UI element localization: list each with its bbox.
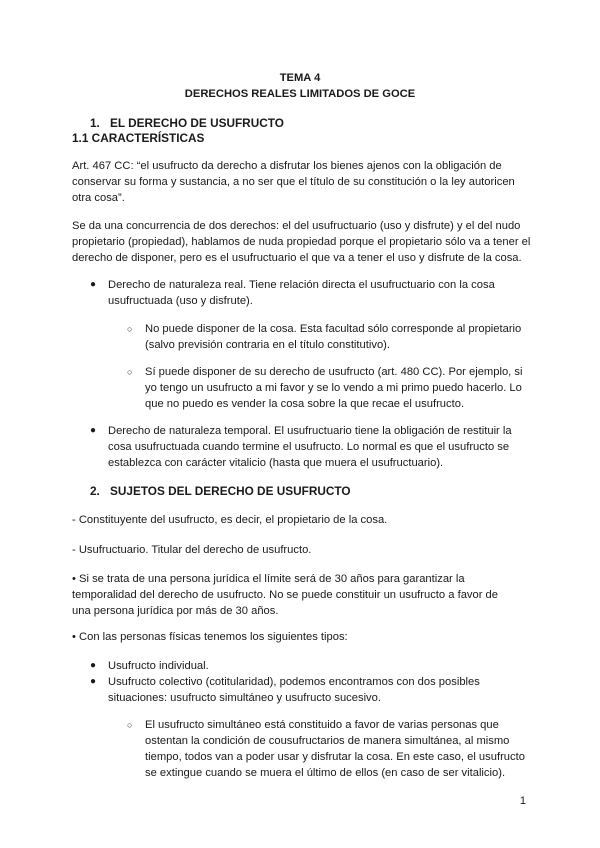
bullet-dot-icon: ● bbox=[90, 660, 97, 671]
bullet-line: usufructuada (uso y disfrute). bbox=[108, 295, 253, 307]
bullet-line: situaciones: usufructo simultáneo y usufructo sucesivo. bbox=[108, 692, 381, 704]
sub-bullet-line: se extingue cuando se muera el último de ellos (en caso de ser vitalicio). bbox=[145, 767, 506, 779]
bullet-dot-icon: ● bbox=[90, 279, 97, 290]
bullet-dot-icon: ● bbox=[90, 425, 97, 436]
bullet-line: Derecho de naturaleza temporal. El usufructuario tiene la obligación de restituir la bbox=[108, 425, 512, 437]
paragraph-line: Art. 467 CC: “el usufructo da derecho a disfrutar los bienes ajenos con la obligación de bbox=[72, 160, 502, 172]
paragraph-line: • Con las personas físicas tenemos los siguientes tipos: bbox=[72, 631, 348, 643]
section2-number: 2. bbox=[90, 484, 100, 498]
section1-subheading: 1.1 CARACTERÍSTICAS bbox=[72, 131, 205, 145]
section2-heading: SUJETOS DEL DERECHO DE USUFRUCTO bbox=[110, 484, 351, 498]
bullet-dot-icon: ● bbox=[90, 676, 97, 687]
sub-bullet-line: (salvo previsión contraria en el título constitutivo). bbox=[145, 339, 390, 351]
sub-bullet-line: tiempo, todos van a poder usar y disfrutar la cosa. En este caso, el usufructo bbox=[145, 751, 525, 763]
paragraph-line: derecho de disponer, pero es el usufructuario el que va a tener el uso y disfrute de la cosa. bbox=[72, 252, 522, 264]
sub-bullet-line: yo tengo un usufructo a mi favor y se lo vendo a mi primo puedo hacerlo. Lo bbox=[145, 382, 522, 394]
sub-bullet-line: Sí puede disponer de su derecho de usufructo (art. 480 CC). Por ejemplo, si bbox=[145, 366, 523, 378]
paragraph-line: otra cosa”. bbox=[72, 192, 125, 204]
bullet-circle-icon: ○ bbox=[127, 367, 133, 377]
document-title: DERECHOS REALES LIMITADOS DE GOCE bbox=[184, 88, 416, 100]
page-number: 1 bbox=[519, 795, 526, 807]
bullet-circle-icon: ○ bbox=[127, 720, 133, 730]
sub-bullet-line: que no puedo es vender la cosa sobre la que recae el usufructo. bbox=[145, 398, 465, 410]
sub-bullet-line: ostentan la condición de cousufructarios de manera simultánea, al mismo bbox=[145, 735, 510, 747]
sub-bullet-line: El usufructo simultáneo está constituido a favor de varias personas que bbox=[145, 719, 499, 731]
section1-heading: EL DERECHO DE USUFRUCTO bbox=[110, 116, 284, 130]
tema-label: TEMA 4 bbox=[279, 72, 321, 84]
paragraph-line: conservar su forma y sustancia, a no ser que el título de su constitución o la ley autoricen bbox=[72, 176, 515, 188]
bullet-line: Usufructo individual. bbox=[108, 660, 209, 672]
bullet-circle-icon: ○ bbox=[127, 324, 133, 334]
bullet-line: Usufructo colectivo (cotitularidad), podemos encontramos con dos posibles bbox=[108, 676, 480, 688]
bullet-line: establezca con carácter vitalicio (hasta que muera el usufructuario). bbox=[108, 457, 444, 469]
bullet-line: cosa usufructuada cuando termine el usufructo. Lo normal es que el usufructo se bbox=[108, 441, 510, 453]
section1-number: 1. bbox=[90, 116, 100, 130]
paragraph-line: • Si se trata de una persona jurídica el límite será de 30 años para garantizar la bbox=[72, 573, 465, 585]
paragraph-line: - Constituyente del usufructo, es decir, el propietario de la cosa. bbox=[72, 514, 388, 526]
paragraph-line: temporalidad del derecho de usufructo. No se puede constituir un usufructo a favor de bbox=[72, 589, 499, 601]
paragraph-line: Se da una concurrencia de dos derechos: el del usufructuario (uso y disfrute) y el del nudo bbox=[72, 220, 521, 232]
sub-bullet-line: No puede disponer de la cosa. Esta facultad sólo corresponde al propietario bbox=[145, 323, 522, 335]
paragraph-line: propietario (propiedad), hablamos de nuda propiedad porque el propietario sólo va a tener el bbox=[72, 236, 531, 248]
paragraph-line: una persona jurídica por más de 30 años. bbox=[72, 605, 279, 617]
bullet-line: Derecho de naturaleza real. Tiene relación directa el usufructuario con la cosa bbox=[108, 279, 495, 291]
paragraph-line: - Usufructuario. Titular del derecho de usufructo. bbox=[72, 544, 312, 556]
